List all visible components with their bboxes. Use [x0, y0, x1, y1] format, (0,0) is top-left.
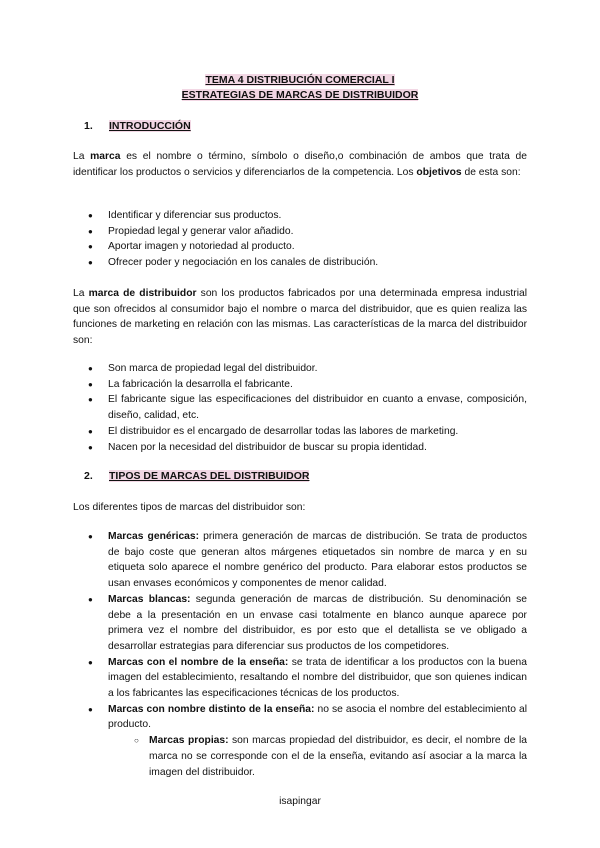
text-run: segunda generación de marcas de distribución. Su denominación se debe a la presentación en un envase casi totalmente en blanco aunque aparece por primera vez el nombre del distribuidor, es por esto que el detallista se ve obligado a desarrollar estrategias para diferenciar sus productos de los competidores.: [108, 593, 527, 652]
list-item: ● El distribuidor es el encargado de desarrollar todas las labores de marketing.: [73, 424, 527, 440]
sub-list: [126, 733, 527, 780]
term-marca: marca: [90, 151, 121, 162]
list-item: ● Son marca de propiedad legal del distribuidor.: [73, 361, 527, 377]
objectives-list: [73, 208, 527, 271]
text-run: son marcas propiedad del distribuidor, es decir, el nombre de la marca no se corresponde con el de la enseña, evitando así asociar a la marca la imagen del distribuidor.: [149, 735, 527, 778]
list-item: ● Aportar imagen y notoriedad al producto.: [73, 239, 527, 255]
list-item: [73, 592, 527, 655]
list-item: ● Propiedad legal y generar valor añadido.: [73, 224, 527, 240]
list-item: ● La fabricación la desarrolla el fabricante.: [73, 377, 527, 393]
term-objetivos: objetivos: [416, 166, 462, 178]
document-title: [0, 73, 600, 103]
list-item: ● Identificar y diferenciar sus productos.: [73, 208, 527, 224]
list-item: [73, 655, 527, 702]
term: Marcas genéricas:: [108, 531, 200, 542]
list-item: [73, 529, 527, 592]
page-footer: isapingar: [279, 796, 321, 807]
text-run: son los productos fabricados por una determinada empresa industrial que son ofrecidos al consumidor bajo el nombre o marca del distribuidor, que es quien realiza las funciones de marketing en relación con las mismas. Las características de la marca del distribuidor son:: [73, 288, 527, 347]
text-run: La: [73, 288, 89, 299]
types-intro: Los diferentes tipos de marcas del distribuidor son:: [73, 502, 306, 513]
intro-paragraph-1: [73, 149, 527, 180]
list-item: ● El fabricante sigue las especificaciones del distribuidor en cuanto a envase, composición, diseño, calidad, etc.: [73, 392, 527, 423]
list-item: ● Ofrecer poder y negociación en los canales de distribución.: [73, 255, 527, 271]
list-item: [73, 702, 527, 781]
term-marca-distribuidor: marca de distribuidor: [88, 288, 197, 299]
text-run: se trata de identificar a los productos con la buena imagen del establecimiento, resaltando el nombre del distribuidor, que son quienes indican a los fabricantes las especificaciones técnicas de los productos.: [108, 656, 528, 700]
text-run: no se asocia el nombre del establecimiento al producto.: [108, 703, 527, 731]
text-run: de esta son:: [461, 166, 521, 178]
section-title: INTRODUCCIÓN: [109, 120, 191, 132]
title-line-2: ESTRATEGIAS DE MARCAS DE DISTRIBUIDOR: [181, 89, 419, 101]
section-1-heading: [84, 119, 191, 134]
intro-paragraph-2: [73, 286, 527, 349]
section-2-heading: [84, 469, 309, 484]
sub-list-item: [126, 733, 527, 780]
text-run: primera generación de marcas de distribución. Se trata de productos de bajo coste que generan altos márgenes etiquetados sin nombre de marca y en su etiqueta solo aparece el nombre genérico del producto. Para elaborar estos productos se usan envases económicos y componentes de menor calidad.: [108, 531, 527, 590]
types-list: [73, 529, 527, 780]
title-line-1: TEMA 4 DISTRIBUCIÓN COMERCIAL I: [205, 74, 395, 86]
list-item: ● Nacen por la necesidad del distribuidor de buscar su propia identidad.: [73, 440, 527, 456]
section-number: 2.: [84, 470, 93, 482]
term: Marcas con nombre distinto de la enseña:: [108, 703, 315, 715]
term: Marcas con el nombre de la enseña:: [108, 656, 289, 668]
term: Marcas blancas:: [108, 593, 191, 605]
term: Marcas propias:: [149, 735, 229, 747]
section-number: 1.: [84, 120, 93, 132]
text-run: es el nombre o término, símbolo o diseño,o combinación de ambos que trata de identificar los productos o servicios y diferenciarlos de la competencia. Los: [73, 151, 527, 178]
section-title: TIPOS DE MARCAS DEL DISTRIBUIDOR: [109, 470, 310, 482]
characteristics-list: [73, 361, 527, 455]
text-run: La: [73, 151, 91, 162]
